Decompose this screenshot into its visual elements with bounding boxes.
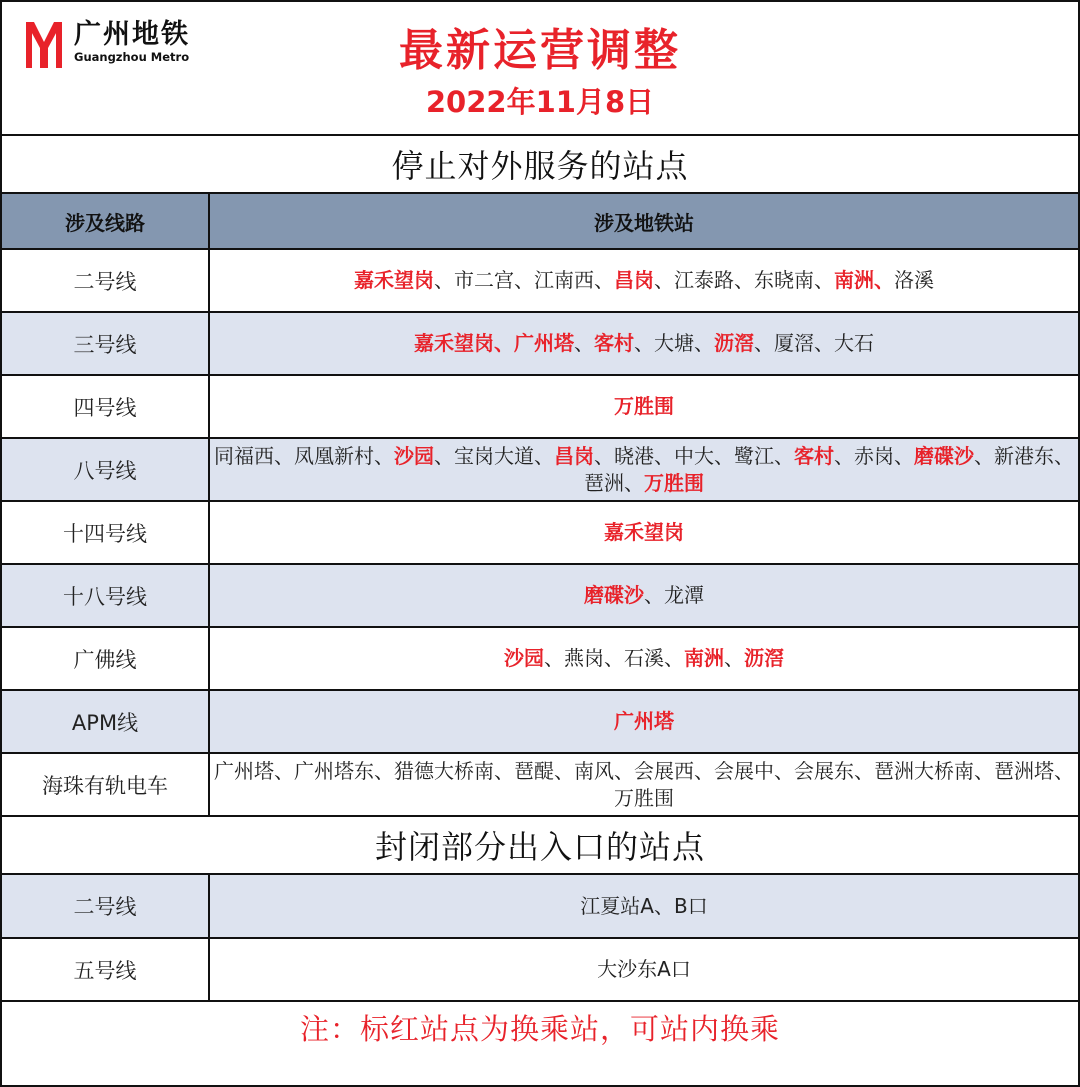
partial-closure-table: [2, 875, 1078, 1002]
table-row: [2, 564, 1078, 627]
station: 、: [724, 646, 744, 670]
transfer-station: 昌岗: [554, 443, 594, 468]
transfer-station: 沥滘: [744, 646, 784, 670]
table-row: [2, 375, 1078, 438]
line-name: APM线: [2, 690, 209, 753]
table-row: [2, 875, 1078, 938]
station: 、晓港、中大、鹭江、: [594, 443, 794, 468]
table-row: [2, 249, 1078, 312]
station: 、大塘、: [634, 331, 714, 355]
transfer-station: 客村: [794, 443, 834, 468]
transfer-station: 广州塔: [614, 709, 674, 733]
transfer-station: 沙园: [504, 646, 544, 670]
station: 同福西、凤凰新村、: [214, 443, 394, 468]
station-list: [209, 690, 1078, 753]
station: 、龙潭: [644, 583, 704, 607]
station: 、厦滘、大石: [754, 331, 874, 355]
station: 洛溪: [894, 268, 934, 292]
station-entrance: 江夏站A、B口: [209, 875, 1078, 938]
transfer-station: 磨碟沙: [584, 583, 644, 607]
section-title-closed-stations: 停止对外服务的站点: [2, 136, 1078, 194]
column-header-line: 涉及线路: [2, 194, 209, 249]
table-row: [2, 438, 1078, 501]
line-name: 二号线: [2, 875, 209, 938]
logo-english-name: Guangzhou Metro: [74, 50, 190, 64]
line-name: 二号线: [2, 249, 209, 312]
station: 、江泰路、东晓南、: [654, 268, 834, 292]
line-name: 十四号线: [2, 501, 209, 564]
line-name: 海珠有轨电车: [2, 753, 209, 816]
transfer-station: 磨碟沙: [914, 443, 974, 468]
transfer-station: 昌岗: [614, 268, 654, 292]
line-name: 四号线: [2, 375, 209, 438]
table-row: [2, 501, 1078, 564]
station-list: [209, 564, 1078, 627]
table-row: [2, 312, 1078, 375]
table-row: [2, 690, 1078, 753]
transfer-station: 万胜围: [614, 394, 674, 418]
line-name: 广佛线: [2, 627, 209, 690]
page-title: 最新运营调整: [399, 25, 681, 76]
table-row: [2, 753, 1078, 816]
station: 、燕岗、石溪、: [544, 646, 684, 670]
station: 、: [574, 331, 594, 355]
transfer-station: 嘉禾望岗、广州塔: [414, 331, 574, 355]
station-list: [209, 312, 1078, 375]
transfer-station: 嘉禾望岗: [354, 268, 434, 292]
section-title-partial-closure: 封闭部分出入口的站点: [2, 817, 1078, 875]
station-list: [209, 375, 1078, 438]
station-list: [209, 249, 1078, 312]
station-list: [209, 438, 1078, 501]
column-header-stations: 涉及地铁站: [209, 194, 1078, 249]
station-list: [209, 501, 1078, 564]
transfer-station: 客村: [594, 331, 634, 355]
station: 、宝岗大道、: [434, 443, 554, 468]
header: [2, 2, 1078, 136]
station-list: [209, 627, 1078, 690]
footer-note: 注：标红站点为换乘站，可站内换乘: [299, 1012, 780, 1046]
transfer-station: 沙园: [394, 443, 434, 468]
date: 2022年11月8日: [425, 85, 655, 119]
transfer-station: 南洲: [684, 646, 724, 670]
station: 、市二宫、江南西、: [434, 268, 614, 292]
station: 广州塔、广州塔东、猎德大桥南、琶醍、南风、会展西、会展中、会展东、琶洲大桥南、琶洲塔、万胜围: [214, 758, 1074, 810]
station-list: [209, 753, 1078, 816]
station-entrance: 大沙东A口: [209, 938, 1078, 1001]
line-name: 十八号线: [2, 564, 209, 627]
transfer-station: 沥滘: [714, 331, 754, 355]
line-name: 八号线: [2, 438, 209, 501]
transfer-station: 南洲、: [834, 268, 894, 292]
logo-chinese-name: 广州地铁: [74, 19, 190, 50]
table-row: [2, 938, 1078, 1001]
line-name: 五号线: [2, 938, 209, 1001]
table-row: [2, 627, 1078, 690]
transfer-station: 嘉禾望岗: [604, 520, 684, 544]
closed-stations-table: [2, 194, 1078, 817]
line-name: 三号线: [2, 312, 209, 375]
station: 、新港东、琶洲、: [584, 443, 1074, 495]
station: 、赤岗、: [834, 443, 914, 468]
transfer-station: 万胜围: [644, 470, 704, 495]
